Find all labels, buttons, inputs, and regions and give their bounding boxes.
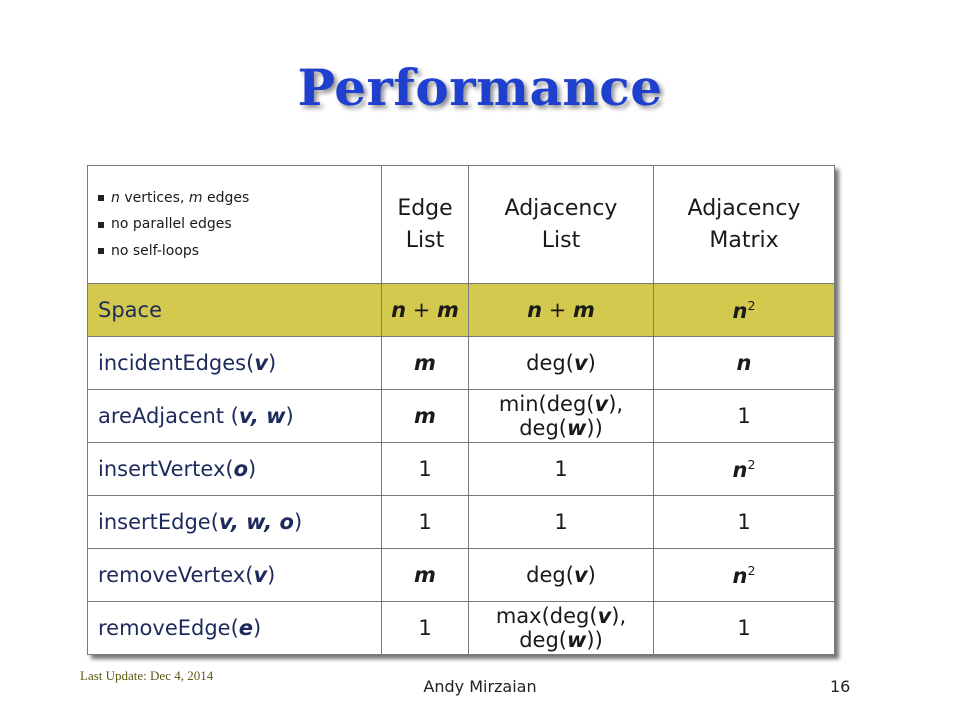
adjacency-list-cell: 1: [469, 443, 654, 496]
table-row-insert-edge: [88, 496, 835, 549]
adjacency-list-cell: min(deg(v), deg(w)): [469, 390, 654, 443]
table-row-insert-vertex: [88, 443, 835, 496]
operation-cell: removeEdge(e): [88, 602, 382, 655]
column-header-adjacency-matrix: Adjacency Matrix: [654, 166, 835, 284]
table-row-remove-edge: [88, 602, 835, 655]
table-header-row: [88, 166, 835, 284]
author-name: Andy Mirzaian: [423, 677, 537, 696]
operation-cell: incidentEdges(v): [88, 337, 382, 390]
operation-cell: insertVertex(o): [88, 443, 382, 496]
assumption-item: [98, 211, 381, 238]
adjacency-matrix-cell: n: [654, 337, 835, 390]
assumptions-cell: [88, 166, 382, 284]
bullet-square-icon: [98, 248, 104, 254]
edge-list-cell: 1: [382, 602, 469, 655]
operation-cell: Space: [88, 284, 382, 337]
adjacency-list-cell: deg(v): [469, 337, 654, 390]
adjacency-list-cell: n + m: [469, 284, 654, 337]
adjacency-matrix-cell: 1: [654, 390, 835, 443]
edge-list-cell: m: [382, 549, 469, 602]
slide-title: Performance: [297, 58, 663, 117]
edge-list-cell: 1: [382, 443, 469, 496]
operation-cell: areAdjacent (v, w): [88, 390, 382, 443]
assumption-item: [98, 238, 381, 265]
table-row-incident-edges: [88, 337, 835, 390]
performance-table: [87, 165, 835, 655]
operation-cell: removeVertex(v): [88, 549, 382, 602]
adjacency-list-cell: 1: [469, 496, 654, 549]
assumptions-list: [98, 185, 381, 265]
table-row-space: [88, 284, 835, 337]
assumption-item: [98, 185, 381, 212]
page-number: 16: [830, 677, 851, 696]
adjacency-matrix-cell: $n^2$: [654, 443, 835, 496]
table-row-remove-vertex: [88, 549, 835, 602]
edge-list-cell: m: [382, 390, 469, 443]
assumption-text: no parallel edges: [111, 216, 232, 233]
bullet-square-icon: [98, 222, 104, 228]
column-header-edge-list: Edge List: [382, 166, 469, 284]
adjacency-matrix-cell: $n^2$: [654, 549, 835, 602]
table-row-are-adjacent: [88, 390, 835, 443]
adjacency-matrix-cell: 1: [654, 602, 835, 655]
column-header-adjacency-list: Adjacency List: [469, 166, 654, 284]
bullet-square-icon: [98, 195, 104, 201]
last-update-date: Last Update: Dec 4, 2014: [80, 668, 214, 683]
assumption-text: n vertices, m edges: [111, 189, 250, 206]
adjacency-matrix-cell: $n^2$: [654, 284, 835, 337]
assumption-text: no self-loops: [111, 242, 200, 259]
edge-list-cell: m: [382, 337, 469, 390]
operation-cell: insertEdge(v, w, o): [88, 496, 382, 549]
adjacency-matrix-cell: 1: [654, 496, 835, 549]
edge-list-cell: n + m: [382, 284, 469, 337]
adjacency-list-cell: deg(v): [469, 549, 654, 602]
edge-list-cell: 1: [382, 496, 469, 549]
adjacency-list-cell: max(deg(v), deg(w)): [469, 602, 654, 655]
